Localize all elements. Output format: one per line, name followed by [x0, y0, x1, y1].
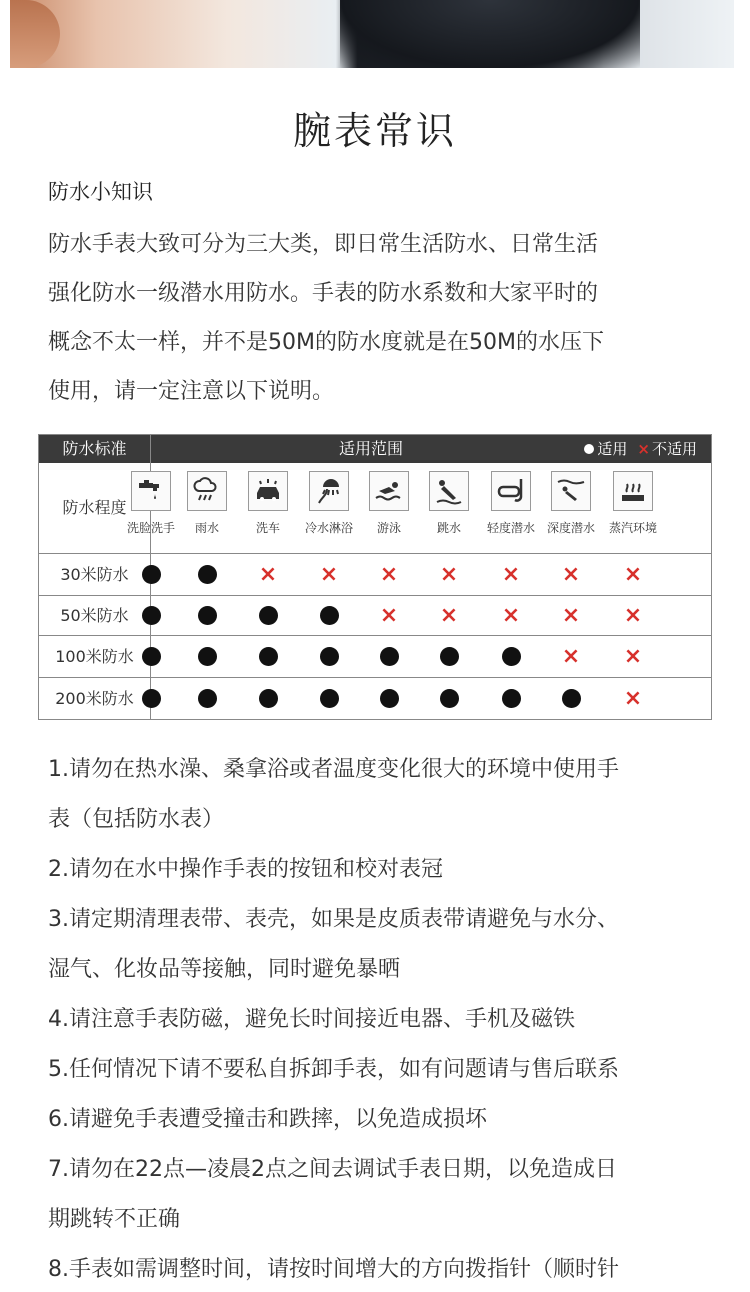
rating-label: 50米防水 [39, 596, 151, 635]
activity-label: 洗车 [255, 521, 280, 535]
note-line: 4.请注意手表防磁，避免长时间接近电器、手机及磁铁 [48, 1007, 575, 1032]
level-label: 防水程度 [39, 463, 151, 553]
suitable-dot-icon [136, 606, 166, 629]
rating-label: 100米防水 [39, 636, 151, 677]
activity-label: 跳水 [436, 521, 461, 535]
activity-label: 游泳 [376, 521, 401, 535]
note-line: 3.请定期清理表带、表壳，如果是皮质表带请避免与水分、 [48, 907, 619, 932]
rain-cloud-icon [187, 471, 227, 511]
snorkel-mask-icon [491, 471, 531, 511]
unsuitable-cross-icon: × [561, 603, 581, 628]
legend-cross-icon: × [637, 440, 650, 458]
rating-label: 200米防水 [39, 678, 151, 720]
suitable-dot-icon [192, 647, 222, 670]
note-line: 2.请勿在水中操作手表的按钮和校对表冠 [48, 857, 443, 882]
note-line: 湿气、化妆品等接触，同时避免暴晒 [48, 957, 401, 982]
suitable-dot-icon [192, 565, 222, 588]
deep-dive-icon [551, 471, 591, 511]
rating-label: 30米防水 [39, 554, 151, 595]
unsuitable-cross-icon: × [623, 562, 643, 587]
suitable-dot-icon [374, 689, 404, 712]
note-line: 表（包括防水表） [48, 807, 225, 832]
suitable-dot-icon [314, 689, 344, 712]
unsuitable-cross-icon: × [439, 562, 459, 587]
unsuitable-cross-icon: × [439, 603, 459, 628]
activity-8 [542, 467, 600, 536]
activity-label: 深度潜水 [546, 521, 595, 535]
activity-label: 雨水 [194, 521, 219, 535]
steam-icon [613, 471, 653, 511]
unsuitable-cross-icon: × [501, 562, 521, 587]
suitable-dot-icon [253, 689, 283, 712]
suitable-dot-icon [314, 647, 344, 670]
intro-paragraph [48, 220, 708, 416]
legend-ok-label: 适用 [597, 440, 628, 458]
diver-icon [429, 471, 469, 511]
activity-9 [604, 467, 662, 536]
unsuitable-cross-icon: × [623, 686, 643, 711]
notes-list [48, 745, 718, 1292]
hero-arm-shape [10, 0, 60, 68]
suitable-dot-icon [434, 647, 464, 670]
intro-line: 使用，请一定注意以下说明。 [48, 379, 335, 404]
suitable-dot-icon [192, 689, 222, 712]
suitable-dot-icon [136, 647, 166, 670]
activity-7 [482, 467, 540, 536]
unsuitable-cross-icon: × [623, 603, 643, 628]
suitable-dot-icon [496, 689, 526, 712]
suitable-dot-icon [314, 606, 344, 629]
unsuitable-cross-icon: × [258, 562, 278, 587]
activity-1 [122, 467, 180, 536]
suitable-dot-icon [136, 565, 166, 588]
swimmer-icon [369, 471, 409, 511]
activity-6 [420, 467, 478, 536]
table-header [39, 435, 711, 463]
suitable-dot-icon [434, 689, 464, 712]
activity-2 [178, 467, 236, 536]
hero-dark-shirt [340, 0, 640, 68]
unsuitable-cross-icon: × [623, 644, 643, 669]
note-line: 期跳转不正确 [48, 1207, 181, 1232]
waterproof-table [38, 434, 712, 720]
note-line: 5.任何情况下请不要私自拆卸手表，如有问题请与售后联系 [48, 1057, 619, 1082]
page-title: 腕表常识 [292, 109, 457, 153]
suitable-dot-icon [136, 689, 166, 712]
unsuitable-cross-icon: × [379, 603, 399, 628]
activity-label: 冷水淋浴 [304, 521, 353, 535]
hero-photo [10, 0, 734, 68]
unsuitable-cross-icon: × [379, 562, 399, 587]
shower-icon [309, 471, 349, 511]
intro-line: 防水手表大致可分为三大类，即日常生活防水、日常生活 [48, 232, 599, 257]
activity-5 [360, 467, 418, 536]
suitable-dot-icon [374, 647, 404, 670]
faucet-icon [131, 471, 171, 511]
car-wash-icon [248, 471, 288, 511]
header-standard: 防水标准 [39, 435, 151, 463]
suitable-dot-icon [253, 647, 283, 670]
activity-label: 轻度潜水 [486, 521, 535, 535]
activity-label: 洗脸洗手 [126, 521, 175, 535]
intro-line: 概念不太一样，并不是50M的防水度就是在50M的水压下 [48, 330, 604, 355]
suitable-dot-icon [192, 606, 222, 629]
legend-no-label: 不适用 [651, 440, 697, 458]
note-line: 1.请勿在热水澡、桑拿浴或者温度变化很大的环境中使用手 [48, 757, 619, 782]
suitable-dot-icon [556, 689, 586, 712]
intro-line: 强化防水一级潜水用防水。手表的防水系数和大家平时的 [48, 281, 599, 306]
note-line: 6.请避免手表遭受撞击和跌摔，以免造成损坏 [48, 1107, 487, 1132]
activity-label: 蒸汽环境 [608, 521, 657, 535]
note-line: 7.请勿在22点—凌晨2点之间去调试手表日期，以免造成日 [48, 1157, 617, 1182]
note-line: 8.手表如需调整时间，请按时间增大的方向拨指针（顺时针 [48, 1257, 619, 1282]
suitable-dot-icon [496, 647, 526, 670]
legend [584, 435, 697, 463]
activity-3 [239, 467, 297, 536]
unsuitable-cross-icon: × [561, 562, 581, 587]
suitable-dot-icon [253, 606, 283, 629]
unsuitable-cross-icon: × [561, 644, 581, 669]
unsuitable-cross-icon: × [501, 603, 521, 628]
section-subtitle: 防水小知识 [48, 180, 153, 204]
unsuitable-cross-icon: × [319, 562, 339, 587]
legend-dot-icon [584, 444, 594, 454]
activity-4 [300, 467, 358, 536]
header-range: 适用范围 [339, 439, 404, 458]
